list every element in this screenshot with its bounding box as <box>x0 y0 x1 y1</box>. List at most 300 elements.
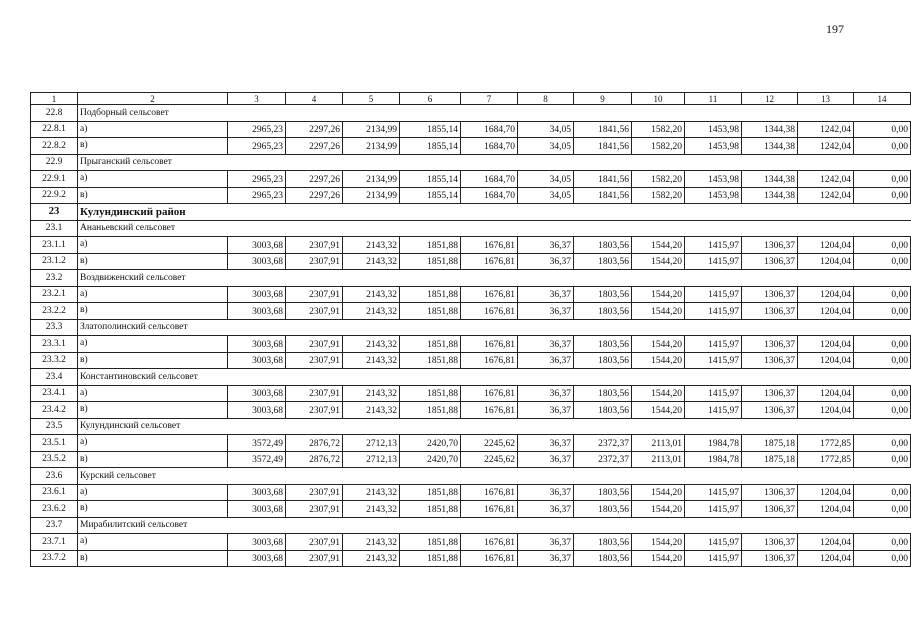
value-cell: 1676,81 <box>461 501 518 518</box>
value-cell: 1875,18 <box>742 435 798 452</box>
value-cell: 2134,99 <box>343 138 400 155</box>
value-cell: 2297,26 <box>286 171 343 188</box>
value-cell: 2372,37 <box>574 435 632 452</box>
subgroup-title: Курский сельсовет <box>78 468 911 485</box>
table-row <box>31 286 911 303</box>
district-row <box>31 204 911 221</box>
value-cell: 1676,81 <box>461 237 518 254</box>
value-cell: 1803,56 <box>574 237 632 254</box>
value-cell: 3003,68 <box>228 253 286 270</box>
row-code: 23.2.2 <box>31 303 78 320</box>
subgroup-title: Воздвиженский сельсовет <box>78 270 911 287</box>
value-cell: 1676,81 <box>461 402 518 419</box>
value-cell: 1582,20 <box>632 121 685 138</box>
column-header: 8 <box>518 93 574 105</box>
value-cell: 1242,04 <box>798 187 854 204</box>
value-cell: 2143,32 <box>343 286 400 303</box>
value-cell: 1242,04 <box>798 121 854 138</box>
value-cell: 1415,97 <box>685 402 742 419</box>
subgroup-row <box>31 468 911 485</box>
value-cell: 36,37 <box>518 385 574 402</box>
row-label: в) <box>78 550 228 567</box>
column-header: 7 <box>461 93 518 105</box>
value-cell: 1204,04 <box>798 303 854 320</box>
value-cell: 2297,26 <box>286 187 343 204</box>
value-cell: 2712,13 <box>343 451 400 468</box>
row-label: в) <box>78 501 228 518</box>
value-cell: 1684,70 <box>461 171 518 188</box>
value-cell: 1344,38 <box>742 171 798 188</box>
value-cell: 36,37 <box>518 484 574 501</box>
value-cell: 1684,70 <box>461 138 518 155</box>
value-cell: 1851,88 <box>400 237 461 254</box>
value-cell: 1344,38 <box>742 121 798 138</box>
value-cell: 36,37 <box>518 435 574 452</box>
column-header: 1 <box>31 93 78 105</box>
row-code: 23.2.1 <box>31 286 78 303</box>
row-code: 23 <box>31 204 78 221</box>
value-cell: 3003,68 <box>228 336 286 353</box>
value-cell: 1855,14 <box>400 138 461 155</box>
row-code: 23.5.1 <box>31 435 78 452</box>
value-cell: 1306,37 <box>742 286 798 303</box>
value-cell: 1544,20 <box>632 352 685 369</box>
subgroup-row <box>31 105 911 122</box>
value-cell: 1851,88 <box>400 484 461 501</box>
value-cell: 34,05 <box>518 171 574 188</box>
value-cell: 1851,88 <box>400 385 461 402</box>
row-label: а) <box>78 435 228 452</box>
value-cell: 1841,56 <box>574 121 632 138</box>
value-cell: 2143,32 <box>343 484 400 501</box>
column-header: 9 <box>574 93 632 105</box>
value-cell: 1544,20 <box>632 534 685 551</box>
value-cell: 1204,04 <box>798 534 854 551</box>
row-code: 22.8.1 <box>31 121 78 138</box>
value-cell: 2143,32 <box>343 336 400 353</box>
value-cell: 2134,99 <box>343 187 400 204</box>
table-row <box>31 501 911 518</box>
column-header: 11 <box>685 93 742 105</box>
value-cell: 1415,97 <box>685 303 742 320</box>
value-cell: 1306,37 <box>742 402 798 419</box>
column-header: 6 <box>400 93 461 105</box>
value-cell: 1544,20 <box>632 501 685 518</box>
value-cell: 1676,81 <box>461 352 518 369</box>
value-cell: 1841,56 <box>574 138 632 155</box>
value-cell: 2712,13 <box>343 435 400 452</box>
subgroup-title: Подборный сельсовет <box>78 105 911 122</box>
value-cell: 1544,20 <box>632 303 685 320</box>
value-cell: 1984,78 <box>685 451 742 468</box>
value-cell: 1453,98 <box>685 138 742 155</box>
value-cell: 3003,68 <box>228 534 286 551</box>
subgroup-title: Константиновский сельсовет <box>78 369 911 386</box>
value-cell: 2307,91 <box>286 550 343 567</box>
subgroup-title: Златополинский сельсовет <box>78 319 911 336</box>
value-cell: 0,00 <box>854 253 911 270</box>
row-code: 23.6.1 <box>31 484 78 501</box>
value-cell: 0,00 <box>854 550 911 567</box>
value-cell: 2307,91 <box>286 534 343 551</box>
row-code: 23.1.2 <box>31 253 78 270</box>
row-code: 23.3.1 <box>31 336 78 353</box>
value-cell: 2307,91 <box>286 352 343 369</box>
value-cell: 0,00 <box>854 286 911 303</box>
subgroup-row <box>31 270 911 287</box>
value-cell: 2307,91 <box>286 501 343 518</box>
value-cell: 1306,37 <box>742 550 798 567</box>
value-cell: 0,00 <box>854 451 911 468</box>
value-cell: 1204,04 <box>798 336 854 353</box>
value-cell: 1242,04 <box>798 138 854 155</box>
value-cell: 1676,81 <box>461 534 518 551</box>
value-cell: 36,37 <box>518 352 574 369</box>
value-cell: 2134,99 <box>343 171 400 188</box>
value-cell: 1803,56 <box>574 385 632 402</box>
row-code: 23.4.2 <box>31 402 78 419</box>
value-cell: 1204,04 <box>798 385 854 402</box>
value-cell: 0,00 <box>854 385 911 402</box>
table-row <box>31 484 911 501</box>
value-cell: 1204,04 <box>798 484 854 501</box>
row-code: 23.6 <box>31 468 78 485</box>
value-cell: 2420,70 <box>400 435 461 452</box>
value-cell: 2965,23 <box>228 121 286 138</box>
value-cell: 36,37 <box>518 534 574 551</box>
value-cell: 0,00 <box>854 484 911 501</box>
subgroup-title: Ананьевский сельсовет <box>78 220 911 237</box>
value-cell: 36,37 <box>518 237 574 254</box>
column-header: 12 <box>742 93 798 105</box>
row-label: а) <box>78 171 228 188</box>
value-cell: 2113,01 <box>632 451 685 468</box>
value-cell: 2143,32 <box>343 253 400 270</box>
value-cell: 1803,56 <box>574 253 632 270</box>
value-cell: 1204,04 <box>798 253 854 270</box>
row-code: 23.6.2 <box>31 501 78 518</box>
value-cell: 1415,97 <box>685 550 742 567</box>
row-code: 23.3 <box>31 319 78 336</box>
table-row <box>31 534 911 551</box>
row-label: а) <box>78 385 228 402</box>
value-cell: 1875,18 <box>742 451 798 468</box>
column-header: 2 <box>78 93 228 105</box>
value-cell: 1306,37 <box>742 484 798 501</box>
value-cell: 2143,32 <box>343 550 400 567</box>
value-cell: 2113,01 <box>632 435 685 452</box>
row-code: 23.5.2 <box>31 451 78 468</box>
value-cell: 1851,88 <box>400 253 461 270</box>
value-cell: 1415,97 <box>685 501 742 518</box>
row-code: 23.3.2 <box>31 352 78 369</box>
value-cell: 1306,37 <box>742 352 798 369</box>
value-cell: 1582,20 <box>632 187 685 204</box>
value-cell: 1676,81 <box>461 303 518 320</box>
table-row <box>31 171 911 188</box>
value-cell: 1415,97 <box>685 534 742 551</box>
row-label: в) <box>78 303 228 320</box>
value-cell: 1453,98 <box>685 121 742 138</box>
value-cell: 34,05 <box>518 138 574 155</box>
header-row <box>31 93 911 105</box>
value-cell: 2143,32 <box>343 385 400 402</box>
row-label: в) <box>78 253 228 270</box>
value-cell: 0,00 <box>854 435 911 452</box>
table-row <box>31 121 911 138</box>
value-cell: 0,00 <box>854 187 911 204</box>
table-row <box>31 451 911 468</box>
value-cell: 36,37 <box>518 402 574 419</box>
value-cell: 1415,97 <box>685 484 742 501</box>
table-row <box>31 187 911 204</box>
value-cell: 2143,32 <box>343 402 400 419</box>
value-cell: 1544,20 <box>632 286 685 303</box>
row-code: 23.7.2 <box>31 550 78 567</box>
value-cell: 1544,20 <box>632 336 685 353</box>
value-cell: 1204,04 <box>798 286 854 303</box>
value-cell: 1344,38 <box>742 138 798 155</box>
value-cell: 1855,14 <box>400 187 461 204</box>
value-cell: 3003,68 <box>228 237 286 254</box>
tariff-table <box>30 92 911 567</box>
value-cell: 1851,88 <box>400 286 461 303</box>
table-row <box>31 435 911 452</box>
value-cell: 2143,32 <box>343 501 400 518</box>
value-cell: 3003,68 <box>228 501 286 518</box>
column-header: 4 <box>286 93 343 105</box>
column-header: 10 <box>632 93 685 105</box>
value-cell: 0,00 <box>854 121 911 138</box>
value-cell: 2965,23 <box>228 138 286 155</box>
row-code: 22.9 <box>31 154 78 171</box>
row-code: 23.7.1 <box>31 534 78 551</box>
value-cell: 1851,88 <box>400 336 461 353</box>
subgroup-title: Кулундинский сельсовет <box>78 418 911 435</box>
column-header: 3 <box>228 93 286 105</box>
value-cell: 0,00 <box>854 534 911 551</box>
table-body <box>31 105 911 567</box>
value-cell: 2876,72 <box>286 451 343 468</box>
value-cell: 1841,56 <box>574 171 632 188</box>
column-header: 14 <box>854 93 911 105</box>
value-cell: 1803,56 <box>574 402 632 419</box>
value-cell: 2134,99 <box>343 121 400 138</box>
row-code: 22.9.2 <box>31 187 78 204</box>
value-cell: 36,37 <box>518 501 574 518</box>
row-code: 23.2 <box>31 270 78 287</box>
value-cell: 1582,20 <box>632 171 685 188</box>
row-label: а) <box>78 484 228 501</box>
row-code: 23.1 <box>31 220 78 237</box>
value-cell: 1841,56 <box>574 187 632 204</box>
value-cell: 2143,32 <box>343 352 400 369</box>
value-cell: 1676,81 <box>461 385 518 402</box>
value-cell: 2297,26 <box>286 138 343 155</box>
table-row <box>31 303 911 320</box>
value-cell: 1415,97 <box>685 385 742 402</box>
value-cell: 1803,56 <box>574 534 632 551</box>
value-cell: 1676,81 <box>461 336 518 353</box>
subgroup-row <box>31 418 911 435</box>
value-cell: 2307,91 <box>286 336 343 353</box>
value-cell: 0,00 <box>854 237 911 254</box>
value-cell: 1851,88 <box>400 534 461 551</box>
value-cell: 1851,88 <box>400 501 461 518</box>
value-cell: 1306,37 <box>742 336 798 353</box>
value-cell: 1306,37 <box>742 385 798 402</box>
value-cell: 2420,70 <box>400 451 461 468</box>
value-cell: 1242,04 <box>798 171 854 188</box>
value-cell: 3572,49 <box>228 451 286 468</box>
value-cell: 1306,37 <box>742 534 798 551</box>
value-cell: 1803,56 <box>574 286 632 303</box>
value-cell: 1803,56 <box>574 303 632 320</box>
value-cell: 1544,20 <box>632 402 685 419</box>
value-cell: 1204,04 <box>798 501 854 518</box>
row-label: а) <box>78 534 228 551</box>
value-cell: 0,00 <box>854 336 911 353</box>
value-cell: 0,00 <box>854 171 911 188</box>
row-label: в) <box>78 402 228 419</box>
value-cell: 1851,88 <box>400 550 461 567</box>
value-cell: 2307,91 <box>286 237 343 254</box>
value-cell: 2965,23 <box>228 171 286 188</box>
row-label: в) <box>78 138 228 155</box>
value-cell: 34,05 <box>518 187 574 204</box>
row-code: 22.8 <box>31 105 78 122</box>
table-row <box>31 237 911 254</box>
value-cell: 1851,88 <box>400 303 461 320</box>
value-cell: 2307,91 <box>286 484 343 501</box>
column-header: 13 <box>798 93 854 105</box>
value-cell: 1204,04 <box>798 402 854 419</box>
value-cell: 1415,97 <box>685 336 742 353</box>
row-code: 23.4.1 <box>31 385 78 402</box>
value-cell: 3003,68 <box>228 286 286 303</box>
value-cell: 1306,37 <box>742 501 798 518</box>
subgroup-row <box>31 369 911 386</box>
value-cell: 2143,32 <box>343 237 400 254</box>
value-cell: 1676,81 <box>461 484 518 501</box>
value-cell: 2876,72 <box>286 435 343 452</box>
value-cell: 2143,32 <box>343 303 400 320</box>
row-code: 23.1.1 <box>31 237 78 254</box>
row-label: в) <box>78 451 228 468</box>
value-cell: 0,00 <box>854 501 911 518</box>
value-cell: 1415,97 <box>685 237 742 254</box>
value-cell: 2245,62 <box>461 435 518 452</box>
value-cell: 1851,88 <box>400 352 461 369</box>
value-cell: 2307,91 <box>286 303 343 320</box>
value-cell: 1544,20 <box>632 484 685 501</box>
subgroup-row <box>31 220 911 237</box>
value-cell: 36,37 <box>518 336 574 353</box>
value-cell: 1544,20 <box>632 550 685 567</box>
value-cell: 3572,49 <box>228 435 286 452</box>
table-row <box>31 385 911 402</box>
value-cell: 1676,81 <box>461 286 518 303</box>
table-row <box>31 253 911 270</box>
value-cell: 1676,81 <box>461 550 518 567</box>
table-row <box>31 402 911 419</box>
value-cell: 1415,97 <box>685 286 742 303</box>
value-cell: 3003,68 <box>228 303 286 320</box>
row-label: а) <box>78 121 228 138</box>
value-cell: 2307,91 <box>286 253 343 270</box>
value-cell: 1306,37 <box>742 253 798 270</box>
value-cell: 2307,91 <box>286 286 343 303</box>
value-cell: 2307,91 <box>286 402 343 419</box>
value-cell: 2245,62 <box>461 451 518 468</box>
value-cell: 2965,23 <box>228 187 286 204</box>
row-label: а) <box>78 237 228 254</box>
value-cell: 1306,37 <box>742 303 798 320</box>
value-cell: 2372,37 <box>574 451 632 468</box>
value-cell: 36,37 <box>518 253 574 270</box>
value-cell: 0,00 <box>854 303 911 320</box>
row-label: в) <box>78 187 228 204</box>
column-header: 5 <box>343 93 400 105</box>
district-title: Кулундинский район <box>78 204 911 221</box>
value-cell: 1772,85 <box>798 451 854 468</box>
value-cell: 1544,20 <box>632 237 685 254</box>
subgroup-row <box>31 154 911 171</box>
value-cell: 1415,97 <box>685 352 742 369</box>
row-code: 22.8.2 <box>31 138 78 155</box>
table-row <box>31 352 911 369</box>
value-cell: 1306,37 <box>742 237 798 254</box>
value-cell: 1204,04 <box>798 550 854 567</box>
value-cell: 1676,81 <box>461 253 518 270</box>
subgroup-row <box>31 319 911 336</box>
table-row <box>31 550 911 567</box>
value-cell: 3003,68 <box>228 352 286 369</box>
row-label: в) <box>78 352 228 369</box>
value-cell: 1684,70 <box>461 187 518 204</box>
value-cell: 1204,04 <box>798 352 854 369</box>
page-number: 197 <box>826 22 844 36</box>
value-cell: 36,37 <box>518 451 574 468</box>
value-cell: 3003,68 <box>228 385 286 402</box>
value-cell: 1855,14 <box>400 121 461 138</box>
value-cell: 1415,97 <box>685 253 742 270</box>
row-code: 23.4 <box>31 369 78 386</box>
value-cell: 1684,70 <box>461 121 518 138</box>
value-cell: 2143,32 <box>343 534 400 551</box>
row-code: 23.7 <box>31 517 78 534</box>
value-cell: 3003,68 <box>228 402 286 419</box>
row-code: 23.5 <box>31 418 78 435</box>
table-row <box>31 138 911 155</box>
value-cell: 36,37 <box>518 286 574 303</box>
row-label: а) <box>78 286 228 303</box>
value-cell: 1984,78 <box>685 435 742 452</box>
row-label: а) <box>78 336 228 353</box>
value-cell: 36,37 <box>518 303 574 320</box>
value-cell: 1453,98 <box>685 171 742 188</box>
value-cell: 1803,56 <box>574 484 632 501</box>
value-cell: 1803,56 <box>574 352 632 369</box>
value-cell: 1803,56 <box>574 336 632 353</box>
value-cell: 1204,04 <box>798 237 854 254</box>
value-cell: 3003,68 <box>228 484 286 501</box>
value-cell: 1851,88 <box>400 402 461 419</box>
value-cell: 1544,20 <box>632 385 685 402</box>
value-cell: 1344,38 <box>742 187 798 204</box>
value-cell: 0,00 <box>854 138 911 155</box>
value-cell: 1803,56 <box>574 501 632 518</box>
